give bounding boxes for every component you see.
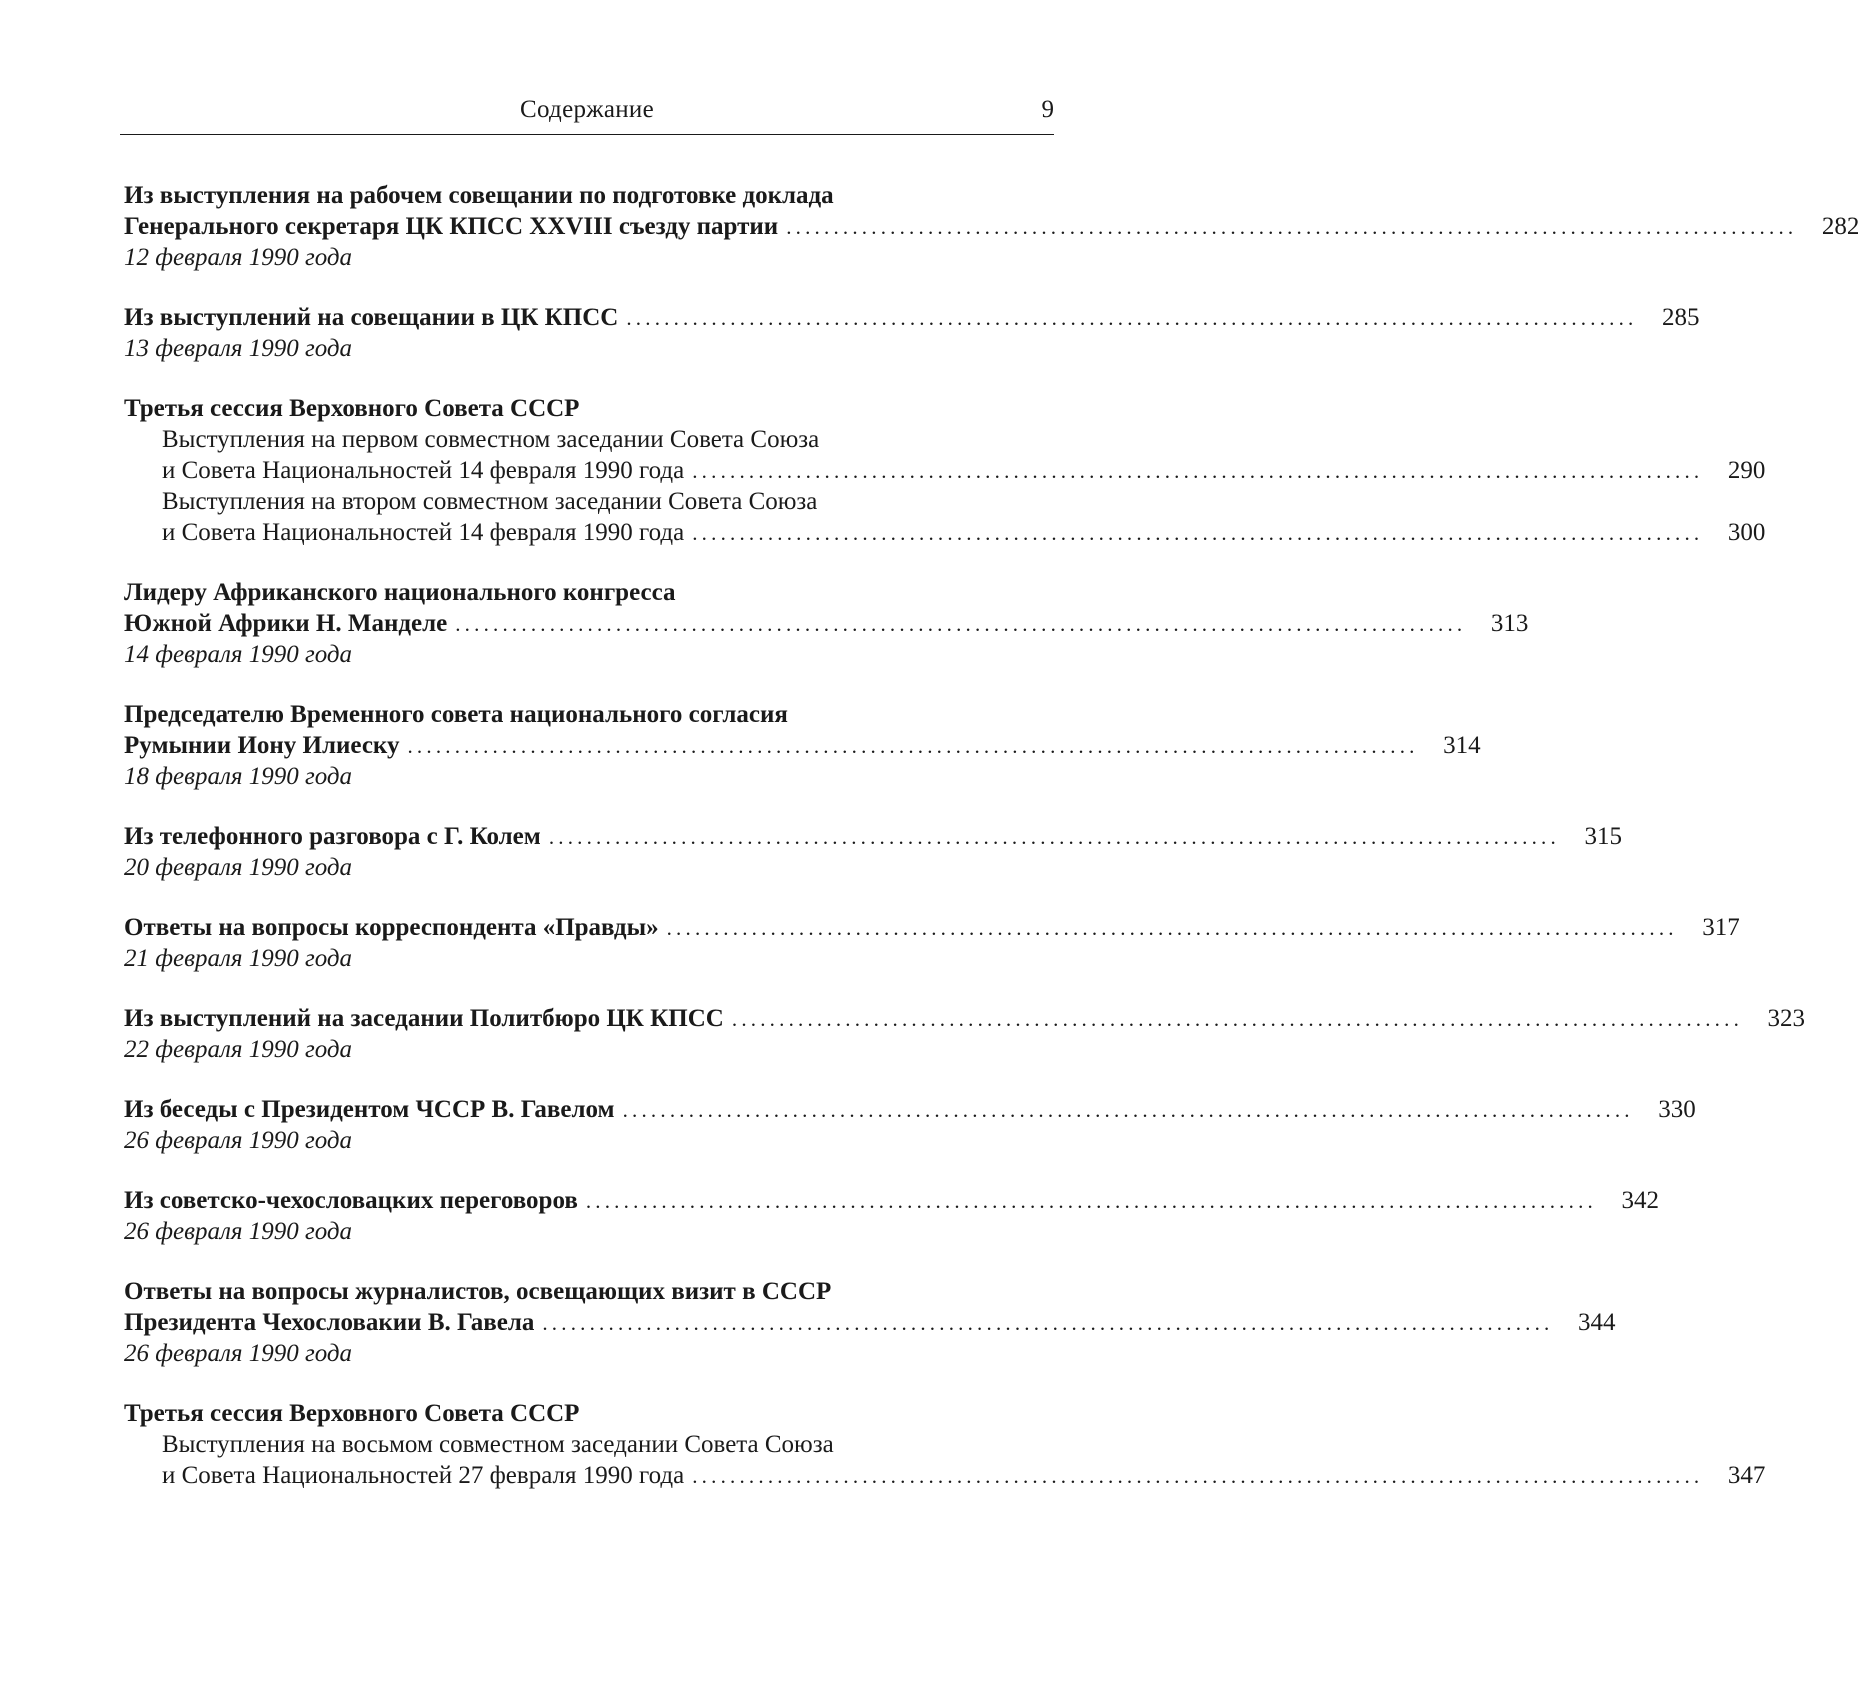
- toc-page-number: 344: [1578, 1309, 1616, 1336]
- toc-line-text: Из выступлений на заседании Политбюро ЦК КПСС: [124, 1005, 724, 1032]
- toc-page-number: 313: [1490, 610, 1529, 637]
- toc-date: 13 февраля 1990 года: [124, 335, 353, 362]
- toc-line-text: Третья сессия Верховного Совета СССР: [124, 395, 580, 422]
- dot-leader: ...........................................................................................................: [731, 1007, 1744, 1031]
- toc-entry: [124, 1398, 1766, 1491]
- dot-leader: ...........................................................................................................: [622, 1098, 1634, 1122]
- toc-line-text: Выступления на втором совместном заседании Совета Союза: [162, 488, 818, 515]
- dot-leader: ...........................................................................................................: [666, 916, 1678, 940]
- toc-line-with-page: [124, 1307, 1616, 1338]
- toc-line-with-page: [124, 730, 1481, 761]
- toc-entry: [124, 1003, 1806, 1065]
- toc-line-with-page: [124, 302, 1700, 333]
- dot-leader: ...........................................................................................................: [626, 306, 1638, 330]
- toc-line-text: Из выступления на рабочем совещании по подготовке доклада: [124, 182, 834, 209]
- toc-page-number: 285: [1662, 304, 1700, 331]
- dot-leader: ...........................................................................................................: [692, 521, 1704, 545]
- toc-page-number: 314: [1443, 732, 1481, 759]
- dot-leader: ...........................................................................................................: [692, 459, 1704, 483]
- toc-entry: [124, 1094, 1696, 1156]
- toc-line-text: и Совета Национальностей 14 февраля 1990 года: [162, 519, 685, 546]
- running-title: Содержание: [520, 96, 654, 123]
- toc-line-text: Выступления на первом совместном заседании Совета Союза: [162, 426, 820, 453]
- dot-leader: ...........................................................................................................: [542, 1311, 1554, 1335]
- toc-page-number: 342: [1621, 1187, 1659, 1214]
- table-of-contents: [124, 180, 1859, 1520]
- toc-line-text: и Совета Национальностей 14 февраля 1990 года: [162, 457, 685, 484]
- dot-leader: ...........................................................................................................: [407, 734, 1419, 758]
- toc-page-number: 347: [1727, 1462, 1766, 1489]
- toc-line-text: Выступления на восьмом совместном заседании Совета Союза: [162, 1431, 834, 1458]
- toc-entry: [124, 180, 1859, 273]
- toc-line-with-page: [124, 517, 1766, 548]
- toc-line-text: Из беседы с Президентом ЧССР В. Гавелом: [124, 1096, 615, 1123]
- toc-date: 22 февраля 1990 года: [124, 1036, 353, 1063]
- toc-line-with-page: [124, 455, 1766, 486]
- toc-line-text: Румынии Иону Илиеску: [124, 732, 400, 759]
- running-head: [120, 96, 1054, 132]
- toc-page-number: 290: [1727, 457, 1766, 484]
- toc-page-number: 300: [1727, 519, 1766, 546]
- toc-line-with-page: [124, 1460, 1766, 1491]
- toc-page-number: 282: [1821, 213, 1859, 240]
- dot-leader: ...........................................................................................................: [786, 215, 1798, 239]
- toc-date: 26 февраля 1990 года: [124, 1340, 353, 1367]
- toc-line-text: Из выступлений на совещании в ЦК КПСС: [124, 304, 619, 331]
- toc-date: 26 февраля 1990 года: [124, 1127, 353, 1154]
- toc-date: 18 февраля 1990 года: [124, 763, 353, 790]
- toc-line-with-page: [124, 1185, 1659, 1216]
- toc-entry: [124, 821, 1622, 883]
- toc-line-with-page: [124, 608, 1529, 639]
- toc-line-text: Из советско-чехословацких переговоров: [124, 1187, 578, 1214]
- toc-line-text: Лидеру Африканского национального конгресса: [124, 579, 676, 606]
- toc-line-with-page: [124, 1094, 1696, 1125]
- toc-line-text: Южной Африки Н. Манделе: [124, 610, 448, 637]
- toc-entry: [124, 699, 1481, 792]
- dot-leader: ...........................................................................................................: [455, 612, 1467, 636]
- toc-line-text: Президента Чехословакии В. Гавела: [124, 1309, 535, 1336]
- toc-entry: [124, 577, 1529, 670]
- toc-line-text: Председателю Временного совета национального согласия: [124, 701, 788, 728]
- toc-date: 12 февраля 1990 года: [124, 244, 353, 271]
- dot-leader: ...........................................................................................................: [548, 825, 1560, 849]
- dot-leader: ...........................................................................................................: [585, 1189, 1597, 1213]
- toc-line-with-page: [124, 821, 1622, 852]
- toc-line-with-page: [124, 1003, 1806, 1034]
- toc-line-text: Ответы на вопросы журналистов, освещающих визит в СССР: [124, 1278, 832, 1305]
- toc-line-text: Ответы на вопросы корреспондента «Правды»: [124, 914, 659, 941]
- toc-line-with-page: [124, 912, 1740, 943]
- toc-entry: [124, 393, 1766, 548]
- toc-line-with-page: [124, 211, 1859, 242]
- toc-date: 21 февраля 1990 года: [124, 945, 353, 972]
- toc-date: 20 февраля 1990 года: [124, 854, 353, 881]
- toc-line-text: Генерального секретаря ЦК КПСС XXVIII съезду партии: [124, 213, 779, 240]
- toc-page-number: 330: [1658, 1096, 1696, 1123]
- toc-line-text: Третья сессия Верховного Совета СССР: [124, 1400, 580, 1427]
- toc-line-text: Из телефонного разговора с Г. Колем: [124, 823, 541, 850]
- header-rule: [120, 134, 1054, 135]
- toc-date: 14 февраля 1990 года: [124, 641, 353, 668]
- toc-date: 26 февраля 1990 года: [124, 1218, 353, 1245]
- toc-page-number: 315: [1584, 823, 1622, 850]
- toc-page-number: 317: [1702, 914, 1740, 941]
- toc-line-text: и Совета Национальностей 27 февраля 1990 года: [162, 1462, 685, 1489]
- dot-leader: ...........................................................................................................: [692, 1464, 1704, 1488]
- toc-entry: [124, 302, 1700, 364]
- toc-page-number: 323: [1767, 1005, 1806, 1032]
- toc-entry: [124, 1185, 1659, 1247]
- toc-entry: [124, 912, 1740, 974]
- page-number: 9: [1041, 96, 1054, 123]
- toc-entry: [124, 1276, 1616, 1369]
